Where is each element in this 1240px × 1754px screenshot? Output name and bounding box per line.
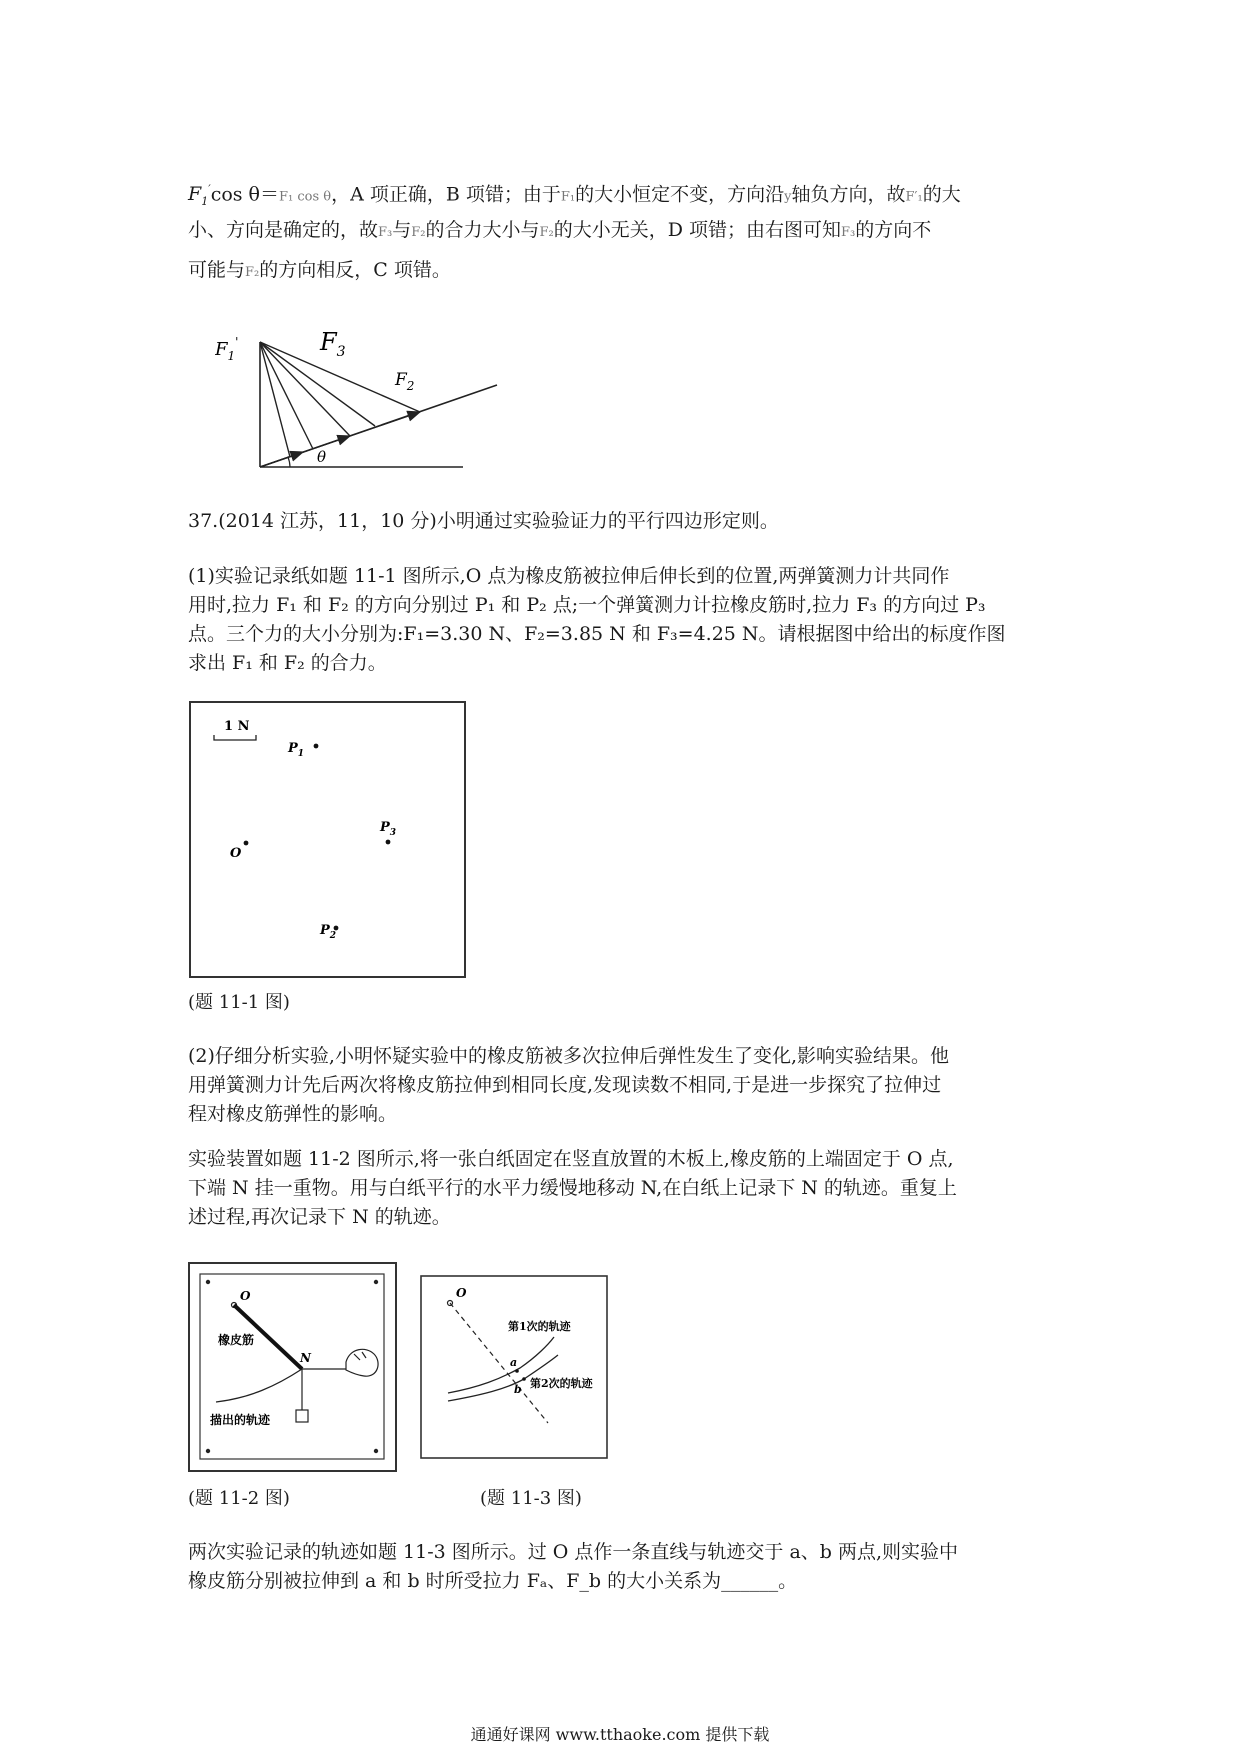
label-p1: $P_1$ xyxy=(288,741,305,759)
f3-vector-5 xyxy=(260,342,375,426)
text-segment: 的大小无关，D 项错；由右图可知 xyxy=(553,219,842,241)
figure-11-2 xyxy=(188,1262,398,1474)
final-text xyxy=(188,1538,1058,1596)
label-b: b xyxy=(514,1383,522,1396)
setup-line: 实验装置如题 11-2 图所示,将一张白纸固定在竖直放置的木板上,橡皮筋的上端固定于 O 点, xyxy=(188,1148,954,1170)
label-o: O xyxy=(456,1286,467,1300)
solution-line-2 xyxy=(188,210,1058,250)
label-p2: $P_2$ xyxy=(320,923,337,941)
board-outer xyxy=(189,1263,396,1471)
point-p2 xyxy=(334,926,339,931)
label-trace2: 第2次的轨迹 xyxy=(530,1377,593,1390)
setup-line: 下端 N 挂一重物。用与白纸平行的水平力缓慢地移动 N,在白纸上记录下 N 的轨迹。重复上 xyxy=(188,1177,957,1199)
label-p3: $P_3$ xyxy=(380,820,397,838)
point-o xyxy=(244,841,249,846)
f2-arrow-3 xyxy=(260,412,420,467)
text-segment: ，A 项正确，B 项错；由于 xyxy=(331,183,561,206)
point-a xyxy=(515,1369,519,1373)
text-segment: 的合力大小与 xyxy=(425,219,540,241)
hand-icon xyxy=(346,1349,378,1376)
label-f2: $F_2$ xyxy=(395,370,415,393)
formula-cos: cos θ xyxy=(210,183,260,206)
label-trace: 描出的轨迹 xyxy=(210,1413,271,1427)
page-footer: 通通好课网 www.tthaoke.com 提供下载 xyxy=(470,1725,770,1744)
trace-curve xyxy=(216,1369,302,1402)
formula-f1-prime: $F_1'$ xyxy=(188,183,211,209)
label-rubber-band: 橡皮筋 xyxy=(218,1333,255,1347)
final-line: 橡皮筋分别被拉伸到 a 和 b 时所受拉力 Fₐ、F_b 的大小关系为______。 xyxy=(188,1570,798,1592)
force-diagram xyxy=(215,330,505,475)
text-segment: 可能与 xyxy=(188,259,246,281)
label-theta: θ xyxy=(317,448,327,466)
point-p3 xyxy=(386,840,391,845)
formula-f2: F₂ xyxy=(539,225,554,240)
formula-f1-cos: F₁ cos θ xyxy=(279,189,332,205)
text-segment: 的方向相反，C 项错。 xyxy=(259,259,451,281)
point-b xyxy=(522,1377,526,1381)
text-segment: 的大 xyxy=(922,183,961,206)
part1-line: 点。三个力的大小分别为:F₁=3.30 N、F₂=3.85 N 和 F₃=4.25 N。请根据图中给出的标度作图 xyxy=(188,623,1006,645)
weight-box xyxy=(296,1410,308,1422)
setup-line: 述过程,再次记录下 N 的轨迹。 xyxy=(188,1206,451,1228)
text-segment: 的方向不 xyxy=(855,219,932,241)
label-o: O xyxy=(240,1289,251,1303)
solution-line-1 xyxy=(188,170,1058,210)
part1-line: 用时,拉力 F₁ 和 F₂ 的方向分别过 P₁ 和 P₂ 点;一个弹簧测力计拉橡皮筋时,拉力 F₃ 的方向过 P₃ xyxy=(188,594,986,616)
equals-sign: ＝ xyxy=(260,183,280,206)
scale-label: 1 N xyxy=(224,719,250,734)
final-line: 两次实验记录的轨迹如题 11-3 图所示。过 O 点作一条直线与轨迹交于 a、b 两点,则实验中 xyxy=(188,1541,959,1563)
part2-line: 程对橡皮筋弹性的影响。 xyxy=(188,1103,398,1125)
label-f1: $F_1'$ xyxy=(215,335,239,363)
solution-line-3 xyxy=(188,250,1058,290)
theta-arc xyxy=(288,457,290,467)
label-o: O xyxy=(230,846,242,861)
pin xyxy=(206,1449,210,1453)
label-trace1: 第1次的轨迹 xyxy=(508,1320,571,1333)
formula-f3: F₃ xyxy=(841,225,856,240)
text-segment: 的大小恒定不变，方向沿 xyxy=(575,183,785,206)
figure-11-3 xyxy=(420,1275,610,1460)
f3-vector-1 xyxy=(260,342,290,457)
scale-bar xyxy=(214,735,256,740)
label-a: a xyxy=(510,1356,518,1369)
setup-text xyxy=(188,1145,1058,1232)
pin xyxy=(374,1449,378,1453)
label-n: N xyxy=(300,1351,311,1365)
part1-text xyxy=(188,562,1058,678)
caption-11-1: (题 11-1 图) xyxy=(188,992,290,1013)
solution-text xyxy=(188,170,1058,290)
heading-text: 37.(2014 江苏，11，10 分)小明通过实验验证力的平行四边形定则。 xyxy=(188,510,779,532)
pin xyxy=(206,1280,210,1284)
formula-f1-prime-2: F′₁ xyxy=(905,189,923,205)
formula-f3: F₃ xyxy=(378,225,393,240)
question-heading xyxy=(188,507,1058,536)
formula-f1: F₁ xyxy=(560,189,576,205)
pin xyxy=(374,1280,378,1284)
f3-vector-2 xyxy=(260,342,313,449)
part2-text xyxy=(188,1042,1058,1129)
formula-y: y xyxy=(784,189,792,205)
caption-11-3: (题 11-3 图) xyxy=(480,1488,582,1509)
text-segment: 小、方向是确定的，故 xyxy=(188,219,379,241)
part2-line: (2)仔细分析实验,小明怀疑实验中的橡皮筋被多次拉伸后弹性发生了变化,影响实验结果。他 xyxy=(188,1045,949,1067)
formula-f2: F₂ xyxy=(411,225,426,240)
part2-line: 用弹簧测力计先后两次将橡皮筋拉伸到相同长度,发现读数不相同,于是进一步探究了拉伸过 xyxy=(188,1074,942,1096)
text-segment: 轴负方向，故 xyxy=(791,183,906,206)
part1-line: 求出 F₁ 和 F₂ 的合力。 xyxy=(188,652,387,674)
caption-11-2: (题 11-2 图) xyxy=(188,1488,290,1509)
part1-line: (1)实验记录纸如题 11-1 图所示,O 点为橡皮筋被拉伸后伸长到的位置,两弹簧测力计共同作 xyxy=(188,565,950,587)
point-p1 xyxy=(314,744,319,749)
text-segment: 与 xyxy=(392,219,412,241)
label-f3: $F_3$ xyxy=(320,330,346,360)
formula-f2: F₂ xyxy=(245,265,260,280)
figure-11-1 xyxy=(188,700,468,980)
paper-inner xyxy=(200,1274,384,1459)
